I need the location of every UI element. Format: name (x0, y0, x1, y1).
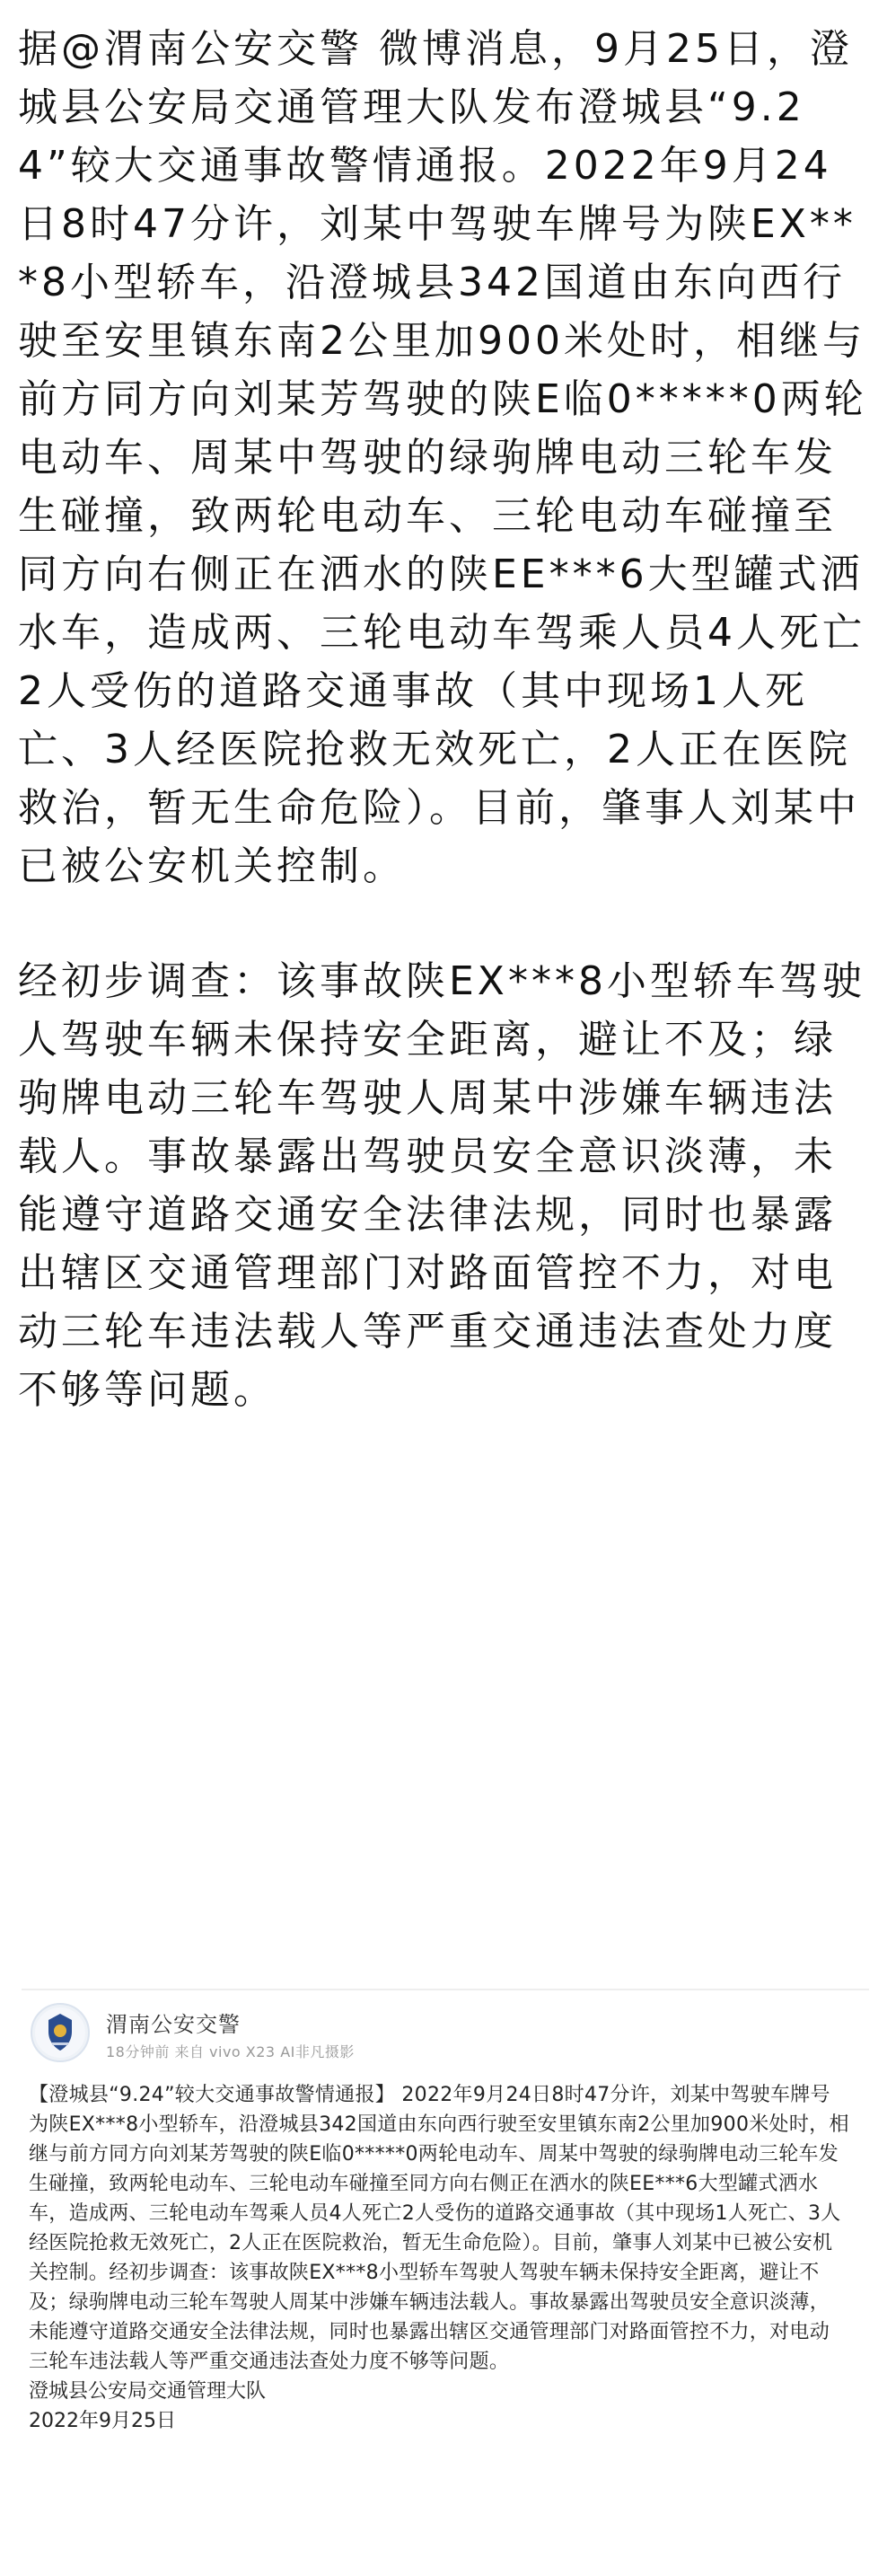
post-author[interactable]: 渭南公安交警 (106, 2012, 241, 2037)
post-body (29, 2080, 849, 2436)
post-date: 2022年9月25日 (29, 2410, 176, 2432)
police-emblem-icon (32, 2005, 88, 2060)
post-meta: 18分钟前 来自 vivo X23 AI非凡摄影 (106, 2043, 355, 2060)
article-paragraph-1: 据@渭南公安交警 微博消息，9月25日，澄城县公安局交通管理大队发布澄城县“9.24”较大交通事故警情通报。2022年9月24日8时47分许，刘某中驾驶车牌号为陕EX***8小型轿车，沿澄城县342国道由东向西行驶至安里镇东南2公里加900米处时，相继与前方同方向刘某芳驾驶的陕E临0*****0两轮电动车、周某中驾驶的绿驹牌电动三轮车发生碰撞，致两轮电动车、三轮电动车碰撞至同方向右侧正在洒水的陕EE***6大型罐式洒水车，造成两、三轮电动车驾乘人员4人死亡2人受伤的道路交通事故（其中现场1人死亡、3人经医院抢救无效死亡，2人正在医院救治，暂无生命危险）。目前，肇事人刘某中已被公安机关控制。 (18, 26, 867, 889)
avatar[interactable] (31, 2003, 90, 2062)
weibo-post-screenshot (22, 1989, 869, 2554)
post-signature: 澄城县公安局交通管理大队 (29, 2380, 267, 2403)
article-paragraph-2: 经初步调查：该事故陕EX***8小型轿车驾驶人驾驶车辆未保持安全距离，避让不及；绿驹牌电动三轮车驾驶人周某中涉嫌车辆违法载人。事故暴露出驾驶员安全意识淡薄，未能遵守道路交通安全法律法规，同时也暴露出辖区交通管理部门对路面管控不力，对电动三轮车违法载人等严重交通违法查处力度不够等问题。 (18, 958, 865, 1413)
post-text: 【澄城县“9.24”较大交通事故警情通报】 2022年9月24日8时47分许，刘某中驾驶车牌号为陕EX***8小型轿车，沿澄城县342国道由东向西行驶至安里镇东南2公里加900米处时，相继与前方同方向刘某芳驾驶的陕E临0*****0两轮电动车、周某中驾驶的绿驹牌电动三轮车发生碰撞，致两轮电动车、三轮电动车碰撞至同方向右侧正在洒水的陕EE***6大型罐式洒水车，造成两、三轮电动车驾乘人员4人死亡2人受伤的道路交通事故（其中现场1人死亡、3人经医院抢救无效死亡，2人正在医院救治，暂无生命危险）。目前，肇事人刘某中已被公安机关控制。经初步调查：该事故陕EX***8小型轿车驾驶人驾驶车辆未保持安全距离，避让不及；绿驹牌电动三轮车驾驶人周某中涉嫌车辆违法载人。事故暴露出驾驶员安全意识淡薄，未能遵守道路交通安全法律法规，同时也暴露出辖区交通管理部门对路面管控不力，对电动三轮车违法载人等严重交通违法查处力度不够等问题。 (29, 2084, 849, 2373)
post-header (31, 2003, 839, 2075)
article (18, 0, 871, 1419)
